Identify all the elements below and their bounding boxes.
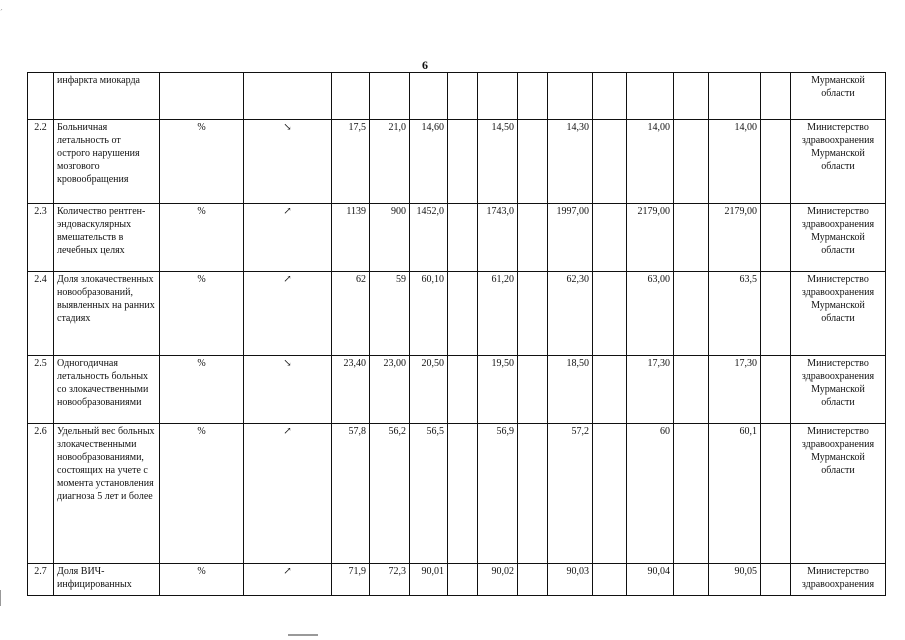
value-cell: 900: [370, 204, 410, 272]
value-cell: 14,30: [548, 120, 593, 204]
value-cell: 90,05: [709, 564, 761, 596]
responsible-cell: Мурманской области: [791, 73, 886, 120]
table-row: [28, 564, 886, 596]
value-cell: 14,60: [410, 120, 448, 204]
value-cell: [548, 73, 593, 120]
value-cell: 90,01: [410, 564, 448, 596]
indicator-name: Больничная летальность от острого нарушения мозгового кровообращения: [54, 120, 160, 204]
table-row: [28, 356, 886, 424]
blank-cell: [674, 356, 709, 424]
value-cell: 61,20: [478, 272, 518, 356]
blank-cell: [593, 272, 627, 356]
blank-cell: [518, 356, 548, 424]
value-cell: 90,02: [478, 564, 518, 596]
blank-cell: [761, 424, 791, 564]
value-cell: 60,1: [709, 424, 761, 564]
row-number: [28, 73, 54, 120]
blank-cell: [518, 73, 548, 120]
value-cell: 90,04: [627, 564, 674, 596]
row-number: 2.3: [28, 204, 54, 272]
row-number: 2.2: [28, 120, 54, 204]
value-cell: [370, 73, 410, 120]
blank-cell: [593, 204, 627, 272]
blank-cell: [518, 564, 548, 596]
value-cell: 56,9: [478, 424, 518, 564]
table-row: [28, 204, 886, 272]
value-cell: 23,40: [332, 356, 370, 424]
value-cell: [332, 73, 370, 120]
blank-cell: [674, 424, 709, 564]
row-number: 2.6: [28, 424, 54, 564]
trend-arrow-icon: ↘: [244, 356, 332, 424]
blank-cell: [448, 120, 478, 204]
indicator-name: инфаркта миокарда: [54, 73, 160, 120]
value-cell: 20,50: [410, 356, 448, 424]
trend-arrow-icon: ↗: [244, 272, 332, 356]
value-cell: 57,2: [548, 424, 593, 564]
value-cell: [478, 73, 518, 120]
value-cell: [410, 73, 448, 120]
responsible-cell: Министерство здравоохранения Мурманской области: [791, 120, 886, 204]
unit-cell: %: [160, 424, 244, 564]
unit-cell: %: [160, 204, 244, 272]
trend-arrow-icon: ↘: [244, 120, 332, 204]
responsible-cell: Министерство здравоохранения: [791, 564, 886, 596]
value-cell: 59: [370, 272, 410, 356]
unit-cell: %: [160, 120, 244, 204]
value-cell: 14,00: [627, 120, 674, 204]
page-number: 6: [422, 58, 428, 72]
scan-mark: ˊ: [0, 8, 3, 17]
blank-cell: [518, 272, 548, 356]
value-cell: 17,5: [332, 120, 370, 204]
unit-cell: %: [160, 356, 244, 424]
trend-arrow-icon: [244, 73, 332, 120]
value-cell: 18,50: [548, 356, 593, 424]
indicator-name: Количество рентген-эндоваскулярных вмешательств в лечебных целях: [54, 204, 160, 272]
value-cell: 1743,0: [478, 204, 518, 272]
value-cell: 56,2: [370, 424, 410, 564]
value-cell: 17,30: [627, 356, 674, 424]
blank-cell: [761, 564, 791, 596]
responsible-cell: Министерство здравоохранения Мурманской области: [791, 272, 886, 356]
responsible-cell: Министерство здравоохранения Мурманской области: [791, 424, 886, 564]
blank-cell: [448, 356, 478, 424]
blank-cell: [593, 356, 627, 424]
value-cell: 23,00: [370, 356, 410, 424]
trend-arrow-icon: ↗: [244, 204, 332, 272]
blank-cell: [761, 356, 791, 424]
unit-cell: %: [160, 272, 244, 356]
blank-cell: [761, 120, 791, 204]
table-row: [28, 73, 886, 120]
value-cell: 72,3: [370, 564, 410, 596]
scan-bottom-mark: [288, 634, 318, 636]
blank-cell: [593, 564, 627, 596]
value-cell: 90,03: [548, 564, 593, 596]
row-number: 2.5: [28, 356, 54, 424]
value-cell: 1997,00: [548, 204, 593, 272]
blank-cell: [761, 204, 791, 272]
indicator-name: Одногодичная летальность больных со злокачественными новообразованиями: [54, 356, 160, 424]
value-cell: 63,00: [627, 272, 674, 356]
indicators-table: [27, 72, 886, 596]
blank-cell: [674, 564, 709, 596]
responsible-cell: Министерство здравоохранения Мурманской области: [791, 204, 886, 272]
blank-cell: [674, 204, 709, 272]
value-cell: 2179,00: [709, 204, 761, 272]
row-number: 2.4: [28, 272, 54, 356]
blank-cell: [448, 424, 478, 564]
blank-cell: [674, 272, 709, 356]
indicator-name: Доля злокачественных новообразований, выявленных на ранних стадиях: [54, 272, 160, 356]
value-cell: 2179,00: [627, 204, 674, 272]
blank-cell: [593, 120, 627, 204]
blank-cell: [448, 564, 478, 596]
value-cell: [627, 73, 674, 120]
value-cell: 62,30: [548, 272, 593, 356]
value-cell: 62: [332, 272, 370, 356]
trend-arrow-icon: ↗: [244, 424, 332, 564]
table-row: [28, 120, 886, 204]
unit-cell: [160, 73, 244, 120]
unit-cell: %: [160, 564, 244, 596]
blank-cell: [518, 204, 548, 272]
blank-cell: [593, 73, 627, 120]
value-cell: 71,9: [332, 564, 370, 596]
table-row: [28, 272, 886, 356]
blank-cell: [674, 120, 709, 204]
value-cell: [709, 73, 761, 120]
blank-cell: [518, 424, 548, 564]
blank-cell: [761, 73, 791, 120]
value-cell: 17,30: [709, 356, 761, 424]
indicator-name: Доля ВИЧ-инфицированных: [54, 564, 160, 596]
blank-cell: [674, 73, 709, 120]
blank-cell: [448, 73, 478, 120]
row-number: 2.7: [28, 564, 54, 596]
blank-cell: [448, 204, 478, 272]
value-cell: 19,50: [478, 356, 518, 424]
value-cell: 63,5: [709, 272, 761, 356]
blank-cell: [448, 272, 478, 356]
table-row: [28, 424, 886, 564]
trend-arrow-icon: ↗: [244, 564, 332, 596]
value-cell: 57,8: [332, 424, 370, 564]
indicator-name: Удельный вес больных злокачественными новообразованиями, состоящих на учете с момента установления диагноза 5 лет и более: [54, 424, 160, 564]
value-cell: 56,5: [410, 424, 448, 564]
value-cell: 21,0: [370, 120, 410, 204]
blank-cell: [761, 272, 791, 356]
value-cell: 60,10: [410, 272, 448, 356]
value-cell: 1452,0: [410, 204, 448, 272]
value-cell: 14,00: [709, 120, 761, 204]
responsible-cell: Министерство здравоохранения Мурманской области: [791, 356, 886, 424]
blank-cell: [593, 424, 627, 564]
scan-edge-mark: [0, 590, 1, 606]
value-cell: 60: [627, 424, 674, 564]
value-cell: 1139: [332, 204, 370, 272]
blank-cell: [518, 120, 548, 204]
value-cell: 14,50: [478, 120, 518, 204]
